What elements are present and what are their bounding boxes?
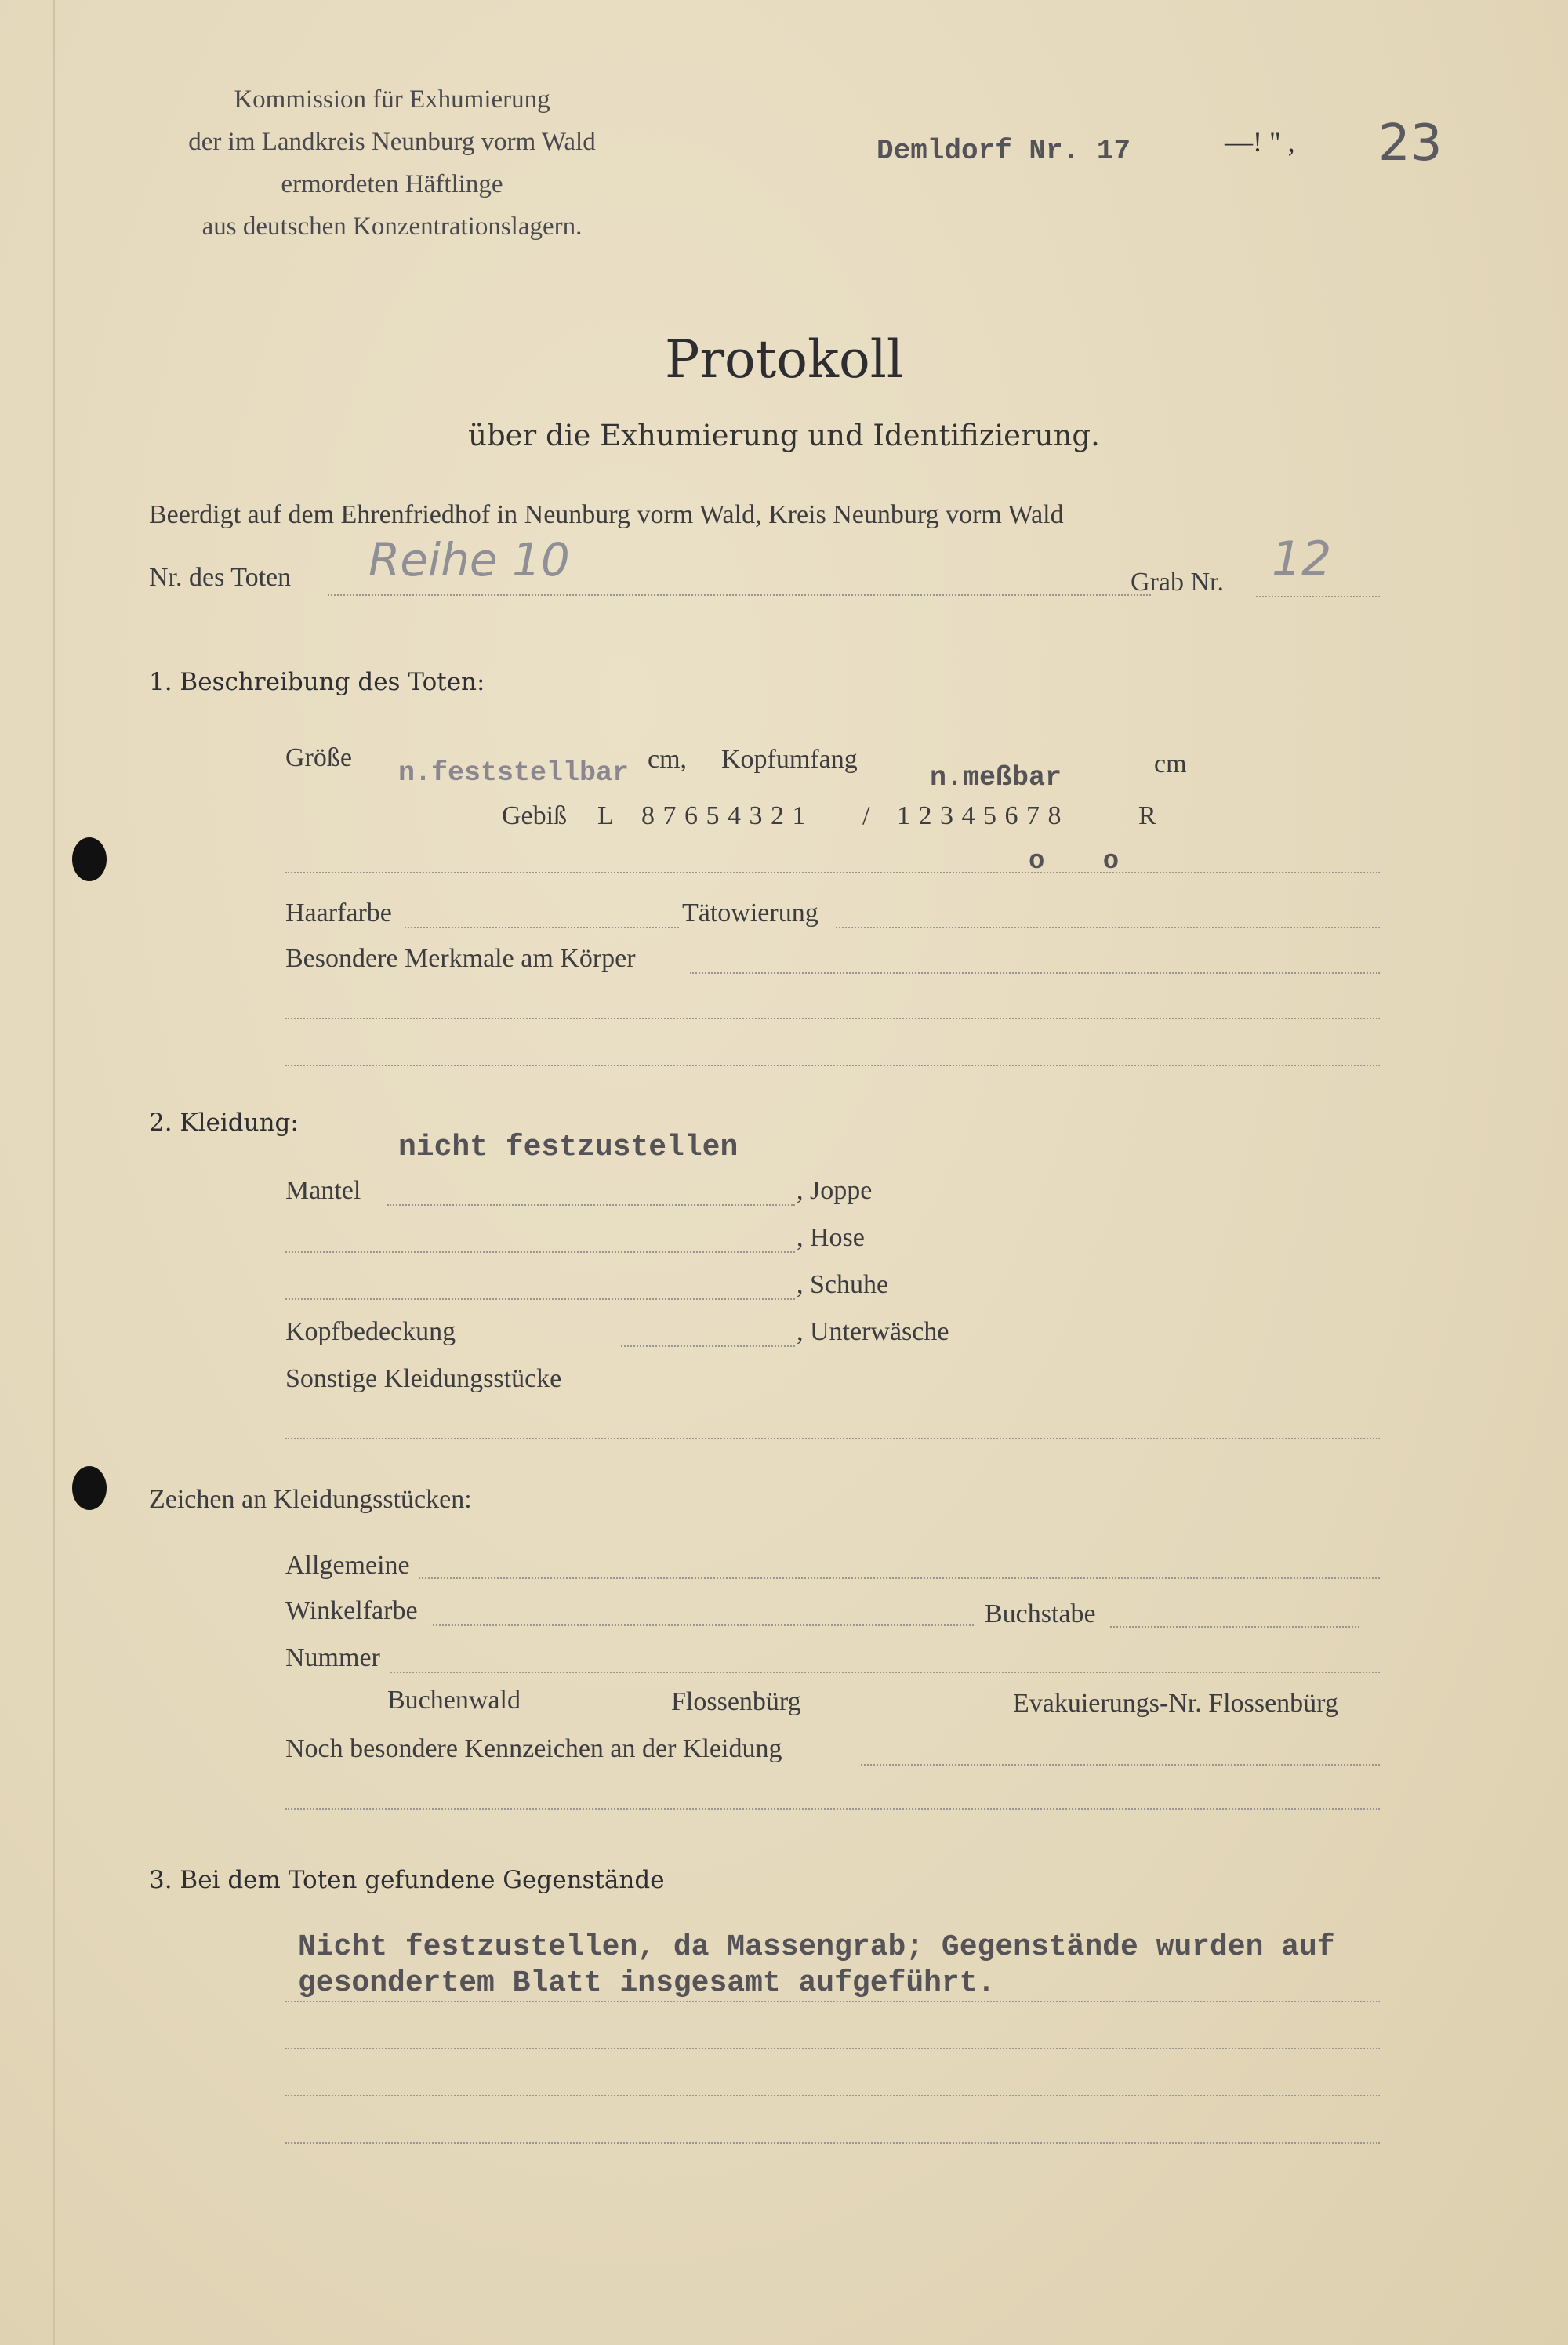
schuhe-label: , Schuhe (797, 1270, 889, 1299)
commission-line-4: aus deutschen Konzentrationslagern. (201, 212, 583, 241)
merkmale-dotted-line-3 (285, 1065, 1380, 1066)
gegenstaende-dotted-line-1 (285, 2001, 1380, 2002)
sonstige-dotted-line (285, 1438, 1380, 1439)
winkelfarbe-dotted-line (433, 1624, 974, 1626)
gegenstaende-typed-line-1: Nicht festzustellen, da Massengrab; Gegenstände wurden auf (298, 1930, 1335, 1964)
groesse-label: Größe (285, 743, 352, 772)
page-subtitle: über die Exhumierung und Identifizierung. (468, 419, 1100, 452)
winkelfarbe-label: Winkelfarbe (285, 1596, 418, 1625)
merkmale-label: Besondere Merkmale am Körper (285, 944, 636, 973)
commission-line-2: der im Landkreis Neunburg vorm Wald (188, 128, 596, 156)
evakuierung-label: Evakuierungs-Nr. Flossenbürg (1013, 1689, 1338, 1718)
page-title: Protokoll (665, 329, 903, 390)
nr-handwritten: Reihe 10 (368, 533, 570, 586)
merkmale-dotted-line (690, 972, 1380, 974)
section-2-heading: 2. Kleidung: (149, 1109, 299, 1137)
gebiss-right-teeth: 1 2 3 4 5 6 7 8 (897, 801, 1062, 830)
allgemeine-dotted-line (419, 1577, 1380, 1579)
kleidung-typed: nicht festzustellen (398, 1131, 739, 1164)
gegenstaende-dotted-line-3 (285, 2095, 1380, 2096)
gebiss-left-teeth: 8 7 6 5 4 3 2 1 (641, 801, 806, 830)
unterwaesche-label: , Unterwäsche (797, 1317, 949, 1346)
commission-header (141, 78, 643, 248)
section-1-heading: 1. Beschreibung des Toten: (149, 668, 485, 696)
hose-label: , Hose (797, 1223, 865, 1252)
grab-label: Grab Nr. (1131, 568, 1224, 597)
mantel-label: Mantel (285, 1176, 361, 1205)
haarfarbe-dotted-line (405, 927, 679, 928)
schuhe-dotted-line (285, 1298, 795, 1300)
gegenstaende-dotted-line-2 (285, 2048, 1380, 2049)
stamp-reference: Demldorf Nr. 17 (877, 135, 1131, 167)
burial-line: Beerdigt auf dem Ehrenfriedhof in Neunburg vorm Wald, Kreis Neunburg vorm Wald (149, 500, 1064, 529)
mantel-dotted-line (387, 1204, 795, 1206)
taetowierung-dotted-line (836, 927, 1380, 928)
page-number: 23 (1378, 114, 1443, 172)
groesse-unit: cm, (648, 745, 688, 774)
kopfumfang-value: n.meßbar (930, 762, 1062, 793)
punch-hole-bottom (72, 1466, 107, 1510)
gebiss-label: Gebiß (502, 801, 568, 830)
merkmale-dotted-line-2 (285, 1018, 1380, 1019)
taetowierung-label: Tätowierung (682, 898, 818, 927)
noch-label: Noch besondere Kennzeichen an der Kleidung (285, 1734, 782, 1763)
nr-dotted-line (328, 594, 1151, 596)
gebiss-marks: o o (1029, 847, 1120, 877)
hose-dotted-line (285, 1251, 795, 1253)
gebiss-dotted-line (285, 872, 1380, 873)
nr-label: Nr. des Toten (149, 563, 292, 592)
gegenstaende-typed-line-2: gesondertem Blatt insgesamt aufgeführt. (298, 1966, 996, 2000)
commission-line-3: ermordeten Häftlinge (281, 170, 503, 198)
zeichen-heading: Zeichen an Kleidungsstücken: (149, 1485, 472, 1514)
kopfumfang-label: Kopfumfang (721, 745, 858, 774)
section-3-heading: 3. Bei dem Toten gefundene Gegenstände (149, 1866, 665, 1894)
allgemeine-label: Allgemeine (285, 1551, 410, 1580)
gebiss-separator: / (862, 801, 870, 830)
grab-dotted-line (1256, 596, 1380, 597)
nummer-dotted-line (390, 1672, 1380, 1673)
flossenbuerg-label: Flossenbürg (671, 1687, 801, 1716)
kopfbedeckung-label: Kopfbedeckung (285, 1317, 456, 1346)
sonstige-label: Sonstige Kleidungsstücke (285, 1364, 562, 1393)
stamp-mark: —! " , (1225, 126, 1295, 158)
grab-handwritten: 12 (1272, 532, 1332, 586)
nummer-label: Nummer (285, 1643, 380, 1672)
commission-line-1: Kommission für Exhumierung (234, 85, 550, 114)
kopfbedeckung-dotted-line (621, 1345, 795, 1347)
joppe-label: , Joppe (797, 1176, 873, 1205)
gebiss-left-marker: L (597, 801, 614, 830)
buchstabe-label: Buchstabe (985, 1599, 1096, 1628)
kopfumfang-unit: cm (1154, 750, 1187, 779)
groesse-value: n.feststellbar (398, 757, 630, 789)
gebiss-right-marker: R (1138, 801, 1156, 830)
noch-dotted-line-2 (285, 1808, 1380, 1810)
gegenstaende-dotted-line-4 (285, 2142, 1380, 2144)
buchstabe-dotted-line (1110, 1626, 1359, 1628)
punch-hole-top (72, 837, 107, 881)
haarfarbe-label: Haarfarbe (285, 898, 392, 927)
noch-dotted-line (861, 1764, 1380, 1766)
buchenwald-label: Buchenwald (387, 1686, 521, 1715)
